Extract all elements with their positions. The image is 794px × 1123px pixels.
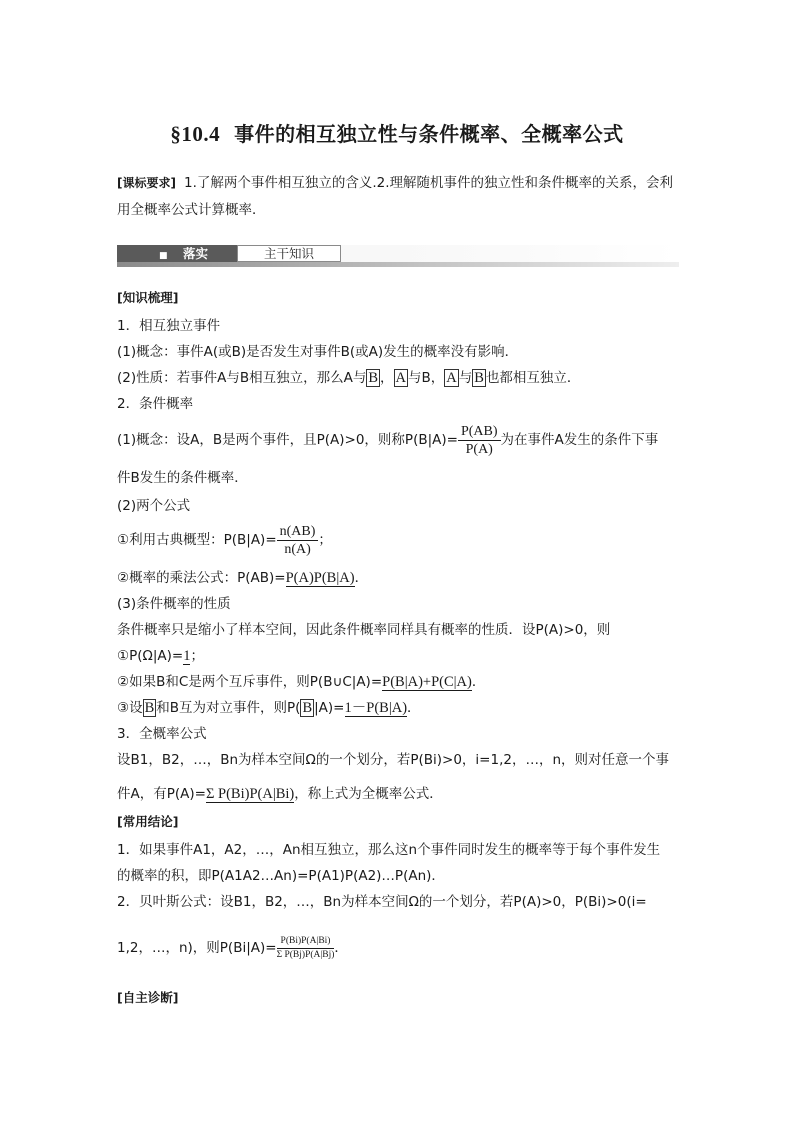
section-banner [117, 245, 679, 267]
banner-strip [117, 262, 679, 267]
classic-fraction: $\frac{n(AB)}{n(A)}$ [277, 523, 319, 558]
line-conditional-concept: (1)概念：设A，B是两个事件，且P(A)>0，则称P(B|A)= $\frac{P(AB)}{P(A)}$ 为在事件A发生的条件下事 [117, 423, 659, 457]
heading-conclusions: [常用结论] [117, 814, 179, 829]
b-bar-symbol-2: B [302, 700, 313, 716]
answer-a-bar: A [395, 370, 407, 386]
line-total-probability: 设B1，B2，…，Bn为样本空间Ω的一个划分，若P(Bi)>0，i=1,2，…，n，则对任意一个事 [117, 752, 670, 768]
line-property-3: ③设 B 和B互为对立事件，则P( B |A)=1－P(B|A)． [117, 700, 421, 716]
line-bayes-formula: 1,2，…，n)，则P(Bi|A)= $\frac{P(Bi)P(A|Bi)}{\text{Σ P(Bj)P(A|Bj)}}$ ． [117, 935, 348, 960]
answer-total-probability: Σ P(Bi)P(A|Bi) [205, 786, 295, 802]
b-bar-symbol: B [144, 700, 155, 716]
line-property-2: ②如果B和C是两个互斥事件，则P(B∪C|A)=P(B|A)+P(C|A)． [117, 674, 486, 690]
page-title [0, 118, 794, 147]
answer-additivity: P(B|A)+P(C|A) [382, 674, 472, 690]
square-icon: ■ [159, 251, 168, 261]
line-independence-concept: (1)概念：事件A(或B)是否发生对事件B(或A)发生的概率没有影响． [117, 344, 519, 360]
answer-b-bar: B [368, 370, 379, 386]
heading-total-probability: 3．全概率公式 [117, 726, 207, 742]
line-total-probability-cont: 件A，有P(A)=Σ P(Bi)P(A|Bi)，称上式为全概率公式． [117, 786, 443, 802]
banner-light-tab: 主干知识 [237, 245, 341, 262]
title-text: 事件的相互独立性与条件概率、全概率公式 [234, 122, 624, 146]
line-nature-text: 条件概率只是缩小了样本空间，因此条件概率同样具有概率的性质．设P(A)>0，则 [117, 622, 611, 638]
banner-dark-label: 落实 [183, 246, 209, 261]
answer-multiplication: P(A)P(B|A) [285, 570, 355, 586]
line-conditional-concept-cont: 件B发生的条件概率． [117, 470, 248, 486]
answer-complement: 1－P(B|A) [344, 700, 408, 716]
requirement-text: 1.了解两个事件相互独立的含义.2.理解随机事件的独立性和条件概率的关系，会利用全概率公式计算概率． [117, 175, 674, 218]
heading-knowledge: [知识梳理] [117, 290, 179, 305]
answer-one: 1 [183, 648, 191, 664]
line-nature-heading: (3)条件概率的性质 [117, 596, 231, 612]
conditional-fraction: $\frac{P(AB)}{P(A)}$ [458, 423, 501, 458]
heading-conditional-probability: 2．条件概率 [117, 396, 194, 412]
heading-self-check: [自主诊断] [117, 990, 179, 1005]
line-two-formulas: (2)两个公式 [117, 498, 191, 514]
line-property-1: ①P(Ω|A)=1； [117, 648, 204, 664]
line-conclusion-1: 1．如果事件A1，A2，…，An相互独立，那么这n个事件同时发生的概率等于每个事件发生 [117, 842, 661, 858]
section-number: §10.4 [170, 122, 221, 146]
course-requirement [117, 170, 679, 224]
banner-dark-tab [117, 245, 237, 262]
line-classic-model: ①利用古典概型：P(B|A)= $\frac{n(AB)}{n(A)}$ ； [117, 523, 332, 557]
line-conclusion-2: 2．贝叶斯公式：设B1，B2，…，Bn为样本空间Ω的一个划分，若P(A)>0，P(Bi)>0(i= [117, 894, 647, 910]
heading-independent-events: 1．相互独立事件 [117, 318, 221, 334]
bayes-fraction: $\frac{P(Bi)P(A|Bi)}{\text{Σ P(Bj)P(A|Bj)}}$ [276, 935, 335, 960]
line-multiplication-formula: ②概率的乘法公式：P(AB)=P(A)P(B|A)． [117, 570, 369, 586]
requirement-tag: [课标要求] [117, 176, 176, 190]
answer-b-bar-2: B [474, 370, 484, 386]
line-independence-property: (2)性质：若事件A与B相互独立，那么A与 B ， A 与B， A 与 B 也都相互独立． [117, 370, 581, 386]
line-conclusion-1-cont: 的概率的积，即P(A1A2…An)=P(A1)P(A2)…P(An)． [117, 868, 445, 884]
answer-a-bar-2: A [446, 370, 457, 386]
